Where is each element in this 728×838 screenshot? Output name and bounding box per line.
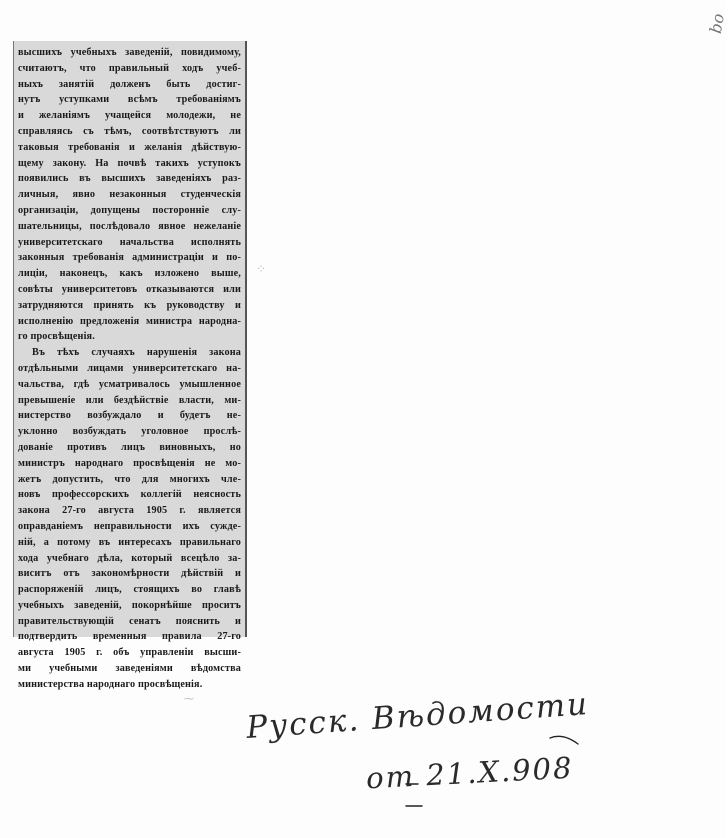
article-line: нистерство возбуждало и будетъ не-	[18, 410, 241, 422]
article-line: чальства, гдѣ усматривалось умышленное	[18, 378, 241, 390]
article-line: и желаніямъ учащейся молодежи, не	[18, 110, 241, 122]
annotation-date: от 21.X.908	[365, 750, 575, 796]
article-line: виситъ отъ закономѣрности дѣйствій и	[18, 568, 241, 580]
scan-speck: ⁓	[184, 694, 194, 705]
article-line: затрудняются принять къ руководству и	[18, 299, 241, 311]
article-line: ныхъ занятій долженъ быть достиг-	[18, 78, 241, 90]
article-text	[18, 45, 241, 693]
article-line: хода учебнаго дѣла, который всецѣло за-	[18, 552, 241, 564]
article-line: отдѣльными лицами университетскаго на-	[18, 362, 241, 374]
article-line: превышеніе или бездѣйствіе власти, ми-	[18, 394, 241, 406]
article-line: подтвердить временныя правила 27-го	[18, 631, 241, 643]
handwritten-annotation	[238, 686, 591, 816]
article-line: августа 1905 г. объ управленіи высши-	[18, 647, 241, 659]
article-line: правительствующій сенатъ пояснить и	[18, 615, 241, 627]
article-line: нутъ уступками всѣмъ требованіямъ	[18, 94, 241, 106]
article-line: таковыя требованія и желанія дѣйствую-	[18, 141, 241, 153]
article-line: министерства народнаго просвѣщенія.	[18, 678, 203, 690]
scan-speck: ⁘	[256, 262, 267, 276]
article-line: закона 27-го августа 1905 г. является	[18, 505, 241, 517]
article-line: распоряженій лицъ, стоящихъ во главѣ	[18, 584, 241, 596]
article-line: совѣты университетовъ отказываются или	[18, 283, 241, 295]
article-line: личныя, явно незаконныя студенческія	[18, 189, 241, 201]
article-line: новъ профессорскихъ коллегій неясность	[18, 489, 241, 501]
newspaper-clipping	[13, 41, 247, 690]
article-line: организаціи, допущены посторонніе слу-	[18, 204, 241, 216]
article-line: справляясь съ тѣмъ, соотвѣтствуютъ ли	[18, 125, 241, 137]
article-line: шательницы, послѣдовало явное нежеланіе	[18, 220, 241, 232]
article-line: щему закону. На почвѣ такихъ уступокъ	[18, 157, 241, 169]
article-line: законныя требованія администраціи и по-	[18, 252, 241, 264]
article-line: жетъ допустить, что для многихъ чле-	[18, 473, 241, 485]
article-line: учебныхъ заведеній, покорнѣйше проситъ	[18, 599, 241, 611]
article-line: появились въ высшихъ заведеніяхъ раз-	[18, 173, 241, 185]
article-line: Въ тѣхъ случаяхъ нарушенія закона	[32, 347, 241, 359]
corner-pencil-mark: bo	[705, 12, 728, 35]
article-line: дованіе противъ лицъ виновныхъ, но	[18, 441, 241, 453]
article-line: министръ народнаго просвѣщенія не мо-	[18, 457, 241, 469]
article-line: оправданіемъ неправильности ихъ сужде-	[18, 520, 241, 532]
article-line: университетскаго начальства исполнять	[18, 236, 241, 248]
article-line: го просвѣщенія.	[18, 331, 95, 343]
article-line: лиціи, наконецъ, какъ изложено выше,	[18, 268, 241, 280]
annotation-source: Русск. Вѣдомости	[245, 686, 591, 746]
article-line: ній, а потому въ интересахъ правильнаго	[18, 536, 241, 548]
article-line: ми учебными заведеніями вѣдомства	[18, 663, 241, 675]
article-line: считаютъ, что правильный ходъ учеб-	[18, 62, 241, 74]
article-line: исполненію предложенія министра народна-	[18, 315, 241, 327]
article-line: уклонно возбуждать уголовное прослѣ-	[18, 426, 241, 438]
article-line: высшихъ учебныхъ заведеній, повидимому,	[18, 47, 241, 58]
